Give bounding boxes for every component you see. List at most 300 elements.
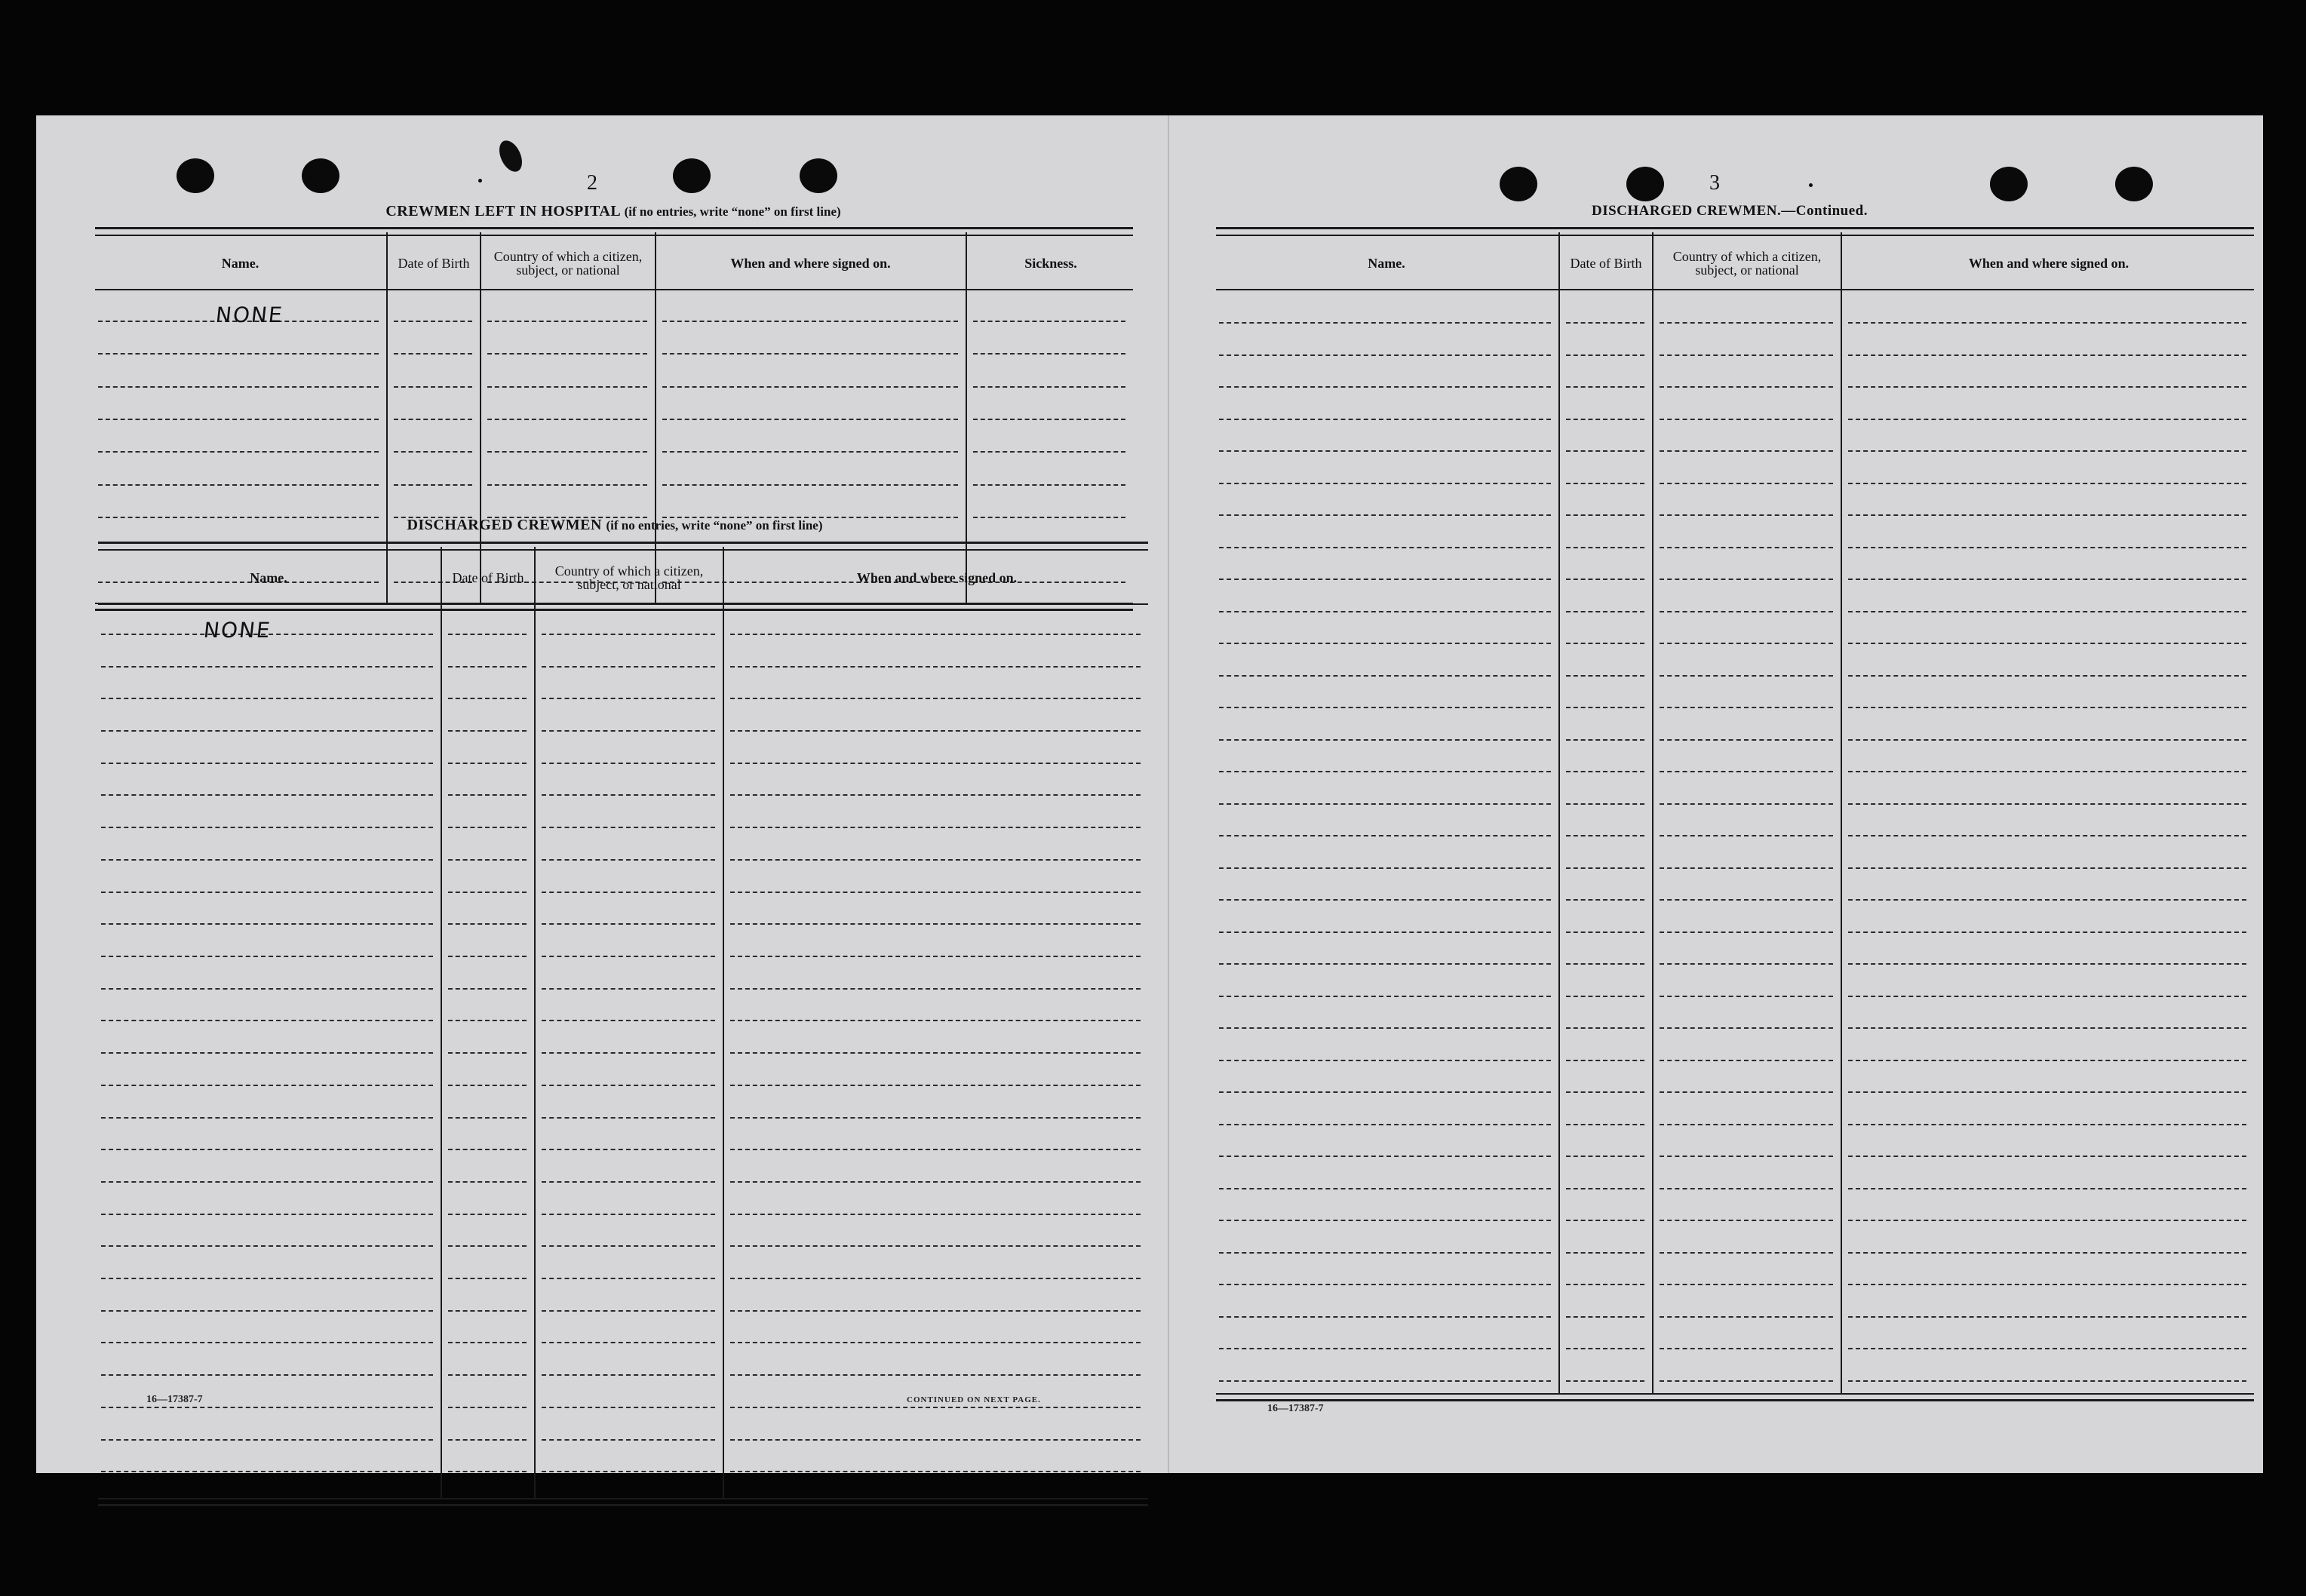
ruled-line <box>101 1374 433 1376</box>
ruled-line <box>487 419 647 420</box>
ruled-line <box>448 1374 527 1376</box>
ruled-line <box>542 1052 715 1054</box>
ruled-line <box>101 988 433 990</box>
ruled-line <box>101 1407 433 1408</box>
ruled-line <box>394 451 472 453</box>
column-rule <box>1841 232 1842 1393</box>
ruled-line <box>448 666 527 668</box>
ruled-line <box>1566 643 1644 644</box>
col-header-signed-on: When and where signed on. <box>730 256 891 271</box>
ruled-line <box>1219 1348 1551 1349</box>
ruled-line <box>448 923 527 925</box>
ruled-line <box>1660 1284 1833 1285</box>
ruled-line <box>1219 803 1551 805</box>
header-rule <box>95 289 1133 290</box>
ruled-line <box>542 1181 715 1183</box>
ruled-line <box>730 1117 1141 1119</box>
ruled-line <box>730 892 1141 893</box>
ruled-line <box>730 1052 1141 1054</box>
ruled-line <box>1848 354 2246 356</box>
ruled-line <box>1566 483 1644 484</box>
page-number: 3 <box>1709 171 1720 195</box>
column-rule <box>1558 232 1560 1393</box>
ruled-line <box>448 1439 527 1441</box>
ruled-line <box>1848 996 2246 997</box>
ruled-line <box>1660 1220 1833 1221</box>
ruled-line <box>101 1310 433 1312</box>
ruled-line <box>542 1310 715 1312</box>
ruled-line <box>1566 675 1644 677</box>
ruled-line <box>101 827 433 828</box>
ruled-line <box>448 763 527 764</box>
ruled-line <box>1219 1252 1551 1254</box>
ruled-line <box>1660 643 1833 644</box>
ruled-line <box>98 353 379 354</box>
ruled-line <box>448 794 527 796</box>
ruled-line <box>101 1278 433 1279</box>
ruled-line <box>1660 803 1833 805</box>
ruled-line <box>973 484 1125 486</box>
ruled-line <box>730 666 1141 668</box>
ruled-line <box>1219 1060 1551 1061</box>
col-header-signed-on: When and where signed on. <box>856 570 1018 585</box>
col-header-country: Country of which a citizen, subject, or national <box>493 249 643 278</box>
ruled-line <box>1566 1188 1644 1189</box>
ruled-line <box>1566 963 1644 965</box>
ruled-line <box>730 923 1141 925</box>
ruled-line <box>662 321 958 322</box>
discharged-continued-title: DISCHARGED CREWMEN.—Continued. <box>1591 203 1868 219</box>
ruled-line <box>542 1278 715 1279</box>
ruled-line <box>542 1149 715 1150</box>
ruled-line <box>542 730 715 732</box>
ruled-line <box>448 1181 527 1183</box>
ruled-line <box>101 1471 433 1472</box>
ruled-line <box>448 730 527 732</box>
ruled-line <box>730 1149 1141 1150</box>
ruled-line <box>487 353 647 354</box>
ruled-line <box>1219 675 1551 677</box>
ruled-line <box>1660 1060 1833 1061</box>
ruled-line <box>1219 996 1551 997</box>
ruled-line <box>730 827 1141 828</box>
ruled-line <box>1219 1316 1551 1318</box>
ruled-line <box>448 859 527 861</box>
col-header-date-of-birth: Date of Birth <box>1570 256 1642 271</box>
ruled-line <box>1848 1284 2246 1285</box>
column-rule <box>1652 232 1654 1393</box>
ruled-line <box>1660 1156 1833 1157</box>
ruled-line <box>394 353 472 354</box>
ruled-line <box>1219 514 1551 516</box>
ruled-line <box>448 892 527 893</box>
discharged-title-main: DISCHARGED CREWMEN <box>407 517 602 533</box>
ruled-line <box>1848 1380 2246 1382</box>
ruled-line <box>1219 386 1551 388</box>
ruled-line <box>1219 739 1551 741</box>
ruled-line <box>1660 419 1833 420</box>
ruled-line <box>1660 899 1833 901</box>
ruled-line <box>1660 771 1833 772</box>
ruled-line <box>101 1149 433 1150</box>
ruled-line <box>1566 579 1644 580</box>
form-number: 16—17387-7 <box>1267 1403 1324 1414</box>
ruled-line <box>1566 932 1644 933</box>
ruled-line <box>542 827 715 828</box>
ruled-line <box>448 634 527 635</box>
ruled-line <box>1566 771 1644 772</box>
col-header-name: Name. <box>250 570 287 585</box>
ruled-line <box>730 1278 1141 1279</box>
ruled-line <box>448 1052 527 1054</box>
col-header-country: Country of which a citizen, subject, or national <box>554 563 704 592</box>
ruled-line <box>1219 450 1551 452</box>
ruled-line <box>1848 1316 2246 1318</box>
ruled-line <box>98 386 379 388</box>
ruled-line <box>542 1471 715 1472</box>
ruled-line <box>1848 483 2246 484</box>
ruled-line <box>1566 1380 1644 1382</box>
ruled-line <box>101 763 433 764</box>
ruled-line <box>1660 707 1833 708</box>
ruled-line <box>394 321 472 322</box>
ruled-line <box>1660 1348 1833 1349</box>
ruled-line <box>542 956 715 957</box>
ruled-line <box>1219 611 1551 612</box>
ruled-line <box>448 1471 527 1472</box>
ruled-line <box>1848 450 2246 452</box>
punch-hole <box>800 158 837 193</box>
ruled-line <box>98 419 379 420</box>
ruled-line <box>1566 1316 1644 1318</box>
punch-hole <box>177 158 214 193</box>
ruled-line <box>542 1117 715 1119</box>
ruled-line <box>1848 1156 2246 1157</box>
ruled-line <box>101 730 433 732</box>
ruled-line <box>542 794 715 796</box>
ruled-line <box>1219 1156 1551 1157</box>
ruled-line <box>1566 354 1644 356</box>
ruled-line <box>973 386 1125 388</box>
ruled-line <box>101 1085 433 1086</box>
discharged-continued-table <box>1216 227 2254 1404</box>
ruled-line <box>1848 739 2246 741</box>
ruled-line <box>1848 1348 2246 1349</box>
ruled-line <box>1848 1091 2246 1093</box>
ink-speck <box>1809 183 1813 187</box>
ruled-line <box>1219 1027 1551 1029</box>
document-sheet <box>36 115 2263 1473</box>
ruled-line <box>730 1020 1141 1021</box>
col-header-name: Name. <box>1368 256 1405 271</box>
col-header-sickness: Sickness. <box>1024 256 1077 271</box>
ruled-line <box>730 1181 1141 1183</box>
ruled-line <box>101 923 433 925</box>
ruled-line <box>1848 1124 2246 1125</box>
ruled-line <box>101 1181 433 1183</box>
table-top-rule <box>95 227 1133 236</box>
ruled-line <box>662 451 958 453</box>
ink-speck <box>478 179 482 183</box>
ruled-line <box>101 892 433 893</box>
ruled-line <box>448 1245 527 1247</box>
ruled-line <box>1848 803 2246 805</box>
ruled-line <box>101 698 433 699</box>
column-rule <box>441 547 442 1498</box>
ruled-line <box>730 634 1141 635</box>
hospital-section-title <box>97 203 1130 220</box>
ruled-line <box>542 988 715 990</box>
ruled-line <box>1566 867 1644 869</box>
ruled-line <box>394 419 472 420</box>
ruled-line <box>1848 547 2246 548</box>
table-top-rule <box>98 542 1148 551</box>
ruled-line <box>1848 643 2246 644</box>
ruled-line <box>730 698 1141 699</box>
ruled-line <box>730 1374 1141 1376</box>
ruled-line <box>101 1052 433 1054</box>
ruled-line <box>1219 579 1551 580</box>
ruled-line <box>730 730 1141 732</box>
ruled-line <box>1848 579 2246 580</box>
ruled-line <box>542 859 715 861</box>
ruled-line <box>1848 1220 2246 1221</box>
ruled-line <box>542 1374 715 1376</box>
punch-hole <box>1990 167 2028 201</box>
ruled-line <box>1566 1027 1644 1029</box>
ruled-line <box>1219 899 1551 901</box>
ruled-line <box>487 484 647 486</box>
ruled-line <box>1219 1284 1551 1285</box>
ruled-line <box>1566 996 1644 997</box>
ruled-line <box>1219 771 1551 772</box>
ruled-line <box>1219 483 1551 484</box>
ruled-line <box>1848 771 2246 772</box>
hospital-title-main: CREWMEN LEFT IN HOSPITAL <box>385 203 621 219</box>
ruled-line <box>1660 611 1833 612</box>
punch-hole <box>1626 167 1664 201</box>
ruled-line <box>662 484 958 486</box>
ruled-line <box>1660 1091 1833 1093</box>
ruled-line <box>1566 1348 1644 1349</box>
ruled-line <box>448 1310 527 1312</box>
column-rule <box>723 547 724 1498</box>
col-header-date-of-birth: Date of Birth <box>398 256 470 271</box>
ruled-line <box>1219 932 1551 933</box>
ruled-line <box>1566 1124 1644 1125</box>
ruled-line <box>101 794 433 796</box>
ruled-line <box>1566 1252 1644 1254</box>
ruled-line <box>1219 835 1551 836</box>
ruled-line <box>973 419 1125 420</box>
ruled-line <box>730 1471 1141 1472</box>
ruled-line <box>448 1020 527 1021</box>
header-rule <box>1216 289 2254 290</box>
ruled-line <box>730 988 1141 990</box>
ruled-line <box>1848 419 2246 420</box>
ruled-line <box>1660 322 1833 324</box>
ruled-line <box>542 1214 715 1215</box>
ruled-line <box>1660 354 1833 356</box>
ruled-line <box>1848 963 2246 965</box>
table-bottom-rule <box>1216 1393 2254 1401</box>
ruled-line <box>1566 322 1644 324</box>
ruled-line <box>1848 899 2246 901</box>
ruled-line <box>542 1407 715 1408</box>
ruled-line <box>487 386 647 388</box>
ruled-line <box>730 1214 1141 1215</box>
ruled-line <box>973 353 1125 354</box>
ruled-line <box>662 419 958 420</box>
ruled-line <box>662 353 958 354</box>
ruled-line <box>1848 611 2246 612</box>
ruled-line <box>1848 514 2246 516</box>
ruled-line <box>1848 1188 2246 1189</box>
ruled-line <box>542 923 715 925</box>
form-number: 16—17387-7 <box>146 1394 203 1405</box>
ruled-line <box>662 386 958 388</box>
ruled-line <box>542 634 715 635</box>
ruled-line <box>1566 450 1644 452</box>
ruled-line <box>98 451 379 453</box>
ruled-line <box>1848 867 2246 869</box>
ruled-line <box>101 859 433 861</box>
ruled-line <box>1660 739 1833 741</box>
hospital-title-note: (if no entries, write “none” on first line) <box>624 204 841 219</box>
ruled-line <box>101 1439 433 1441</box>
ruled-line <box>1660 1188 1833 1189</box>
ruled-line <box>487 321 647 322</box>
discharged-table <box>98 542 1148 1545</box>
ruled-line <box>1219 643 1551 644</box>
ruled-line <box>1660 483 1833 484</box>
ruled-line <box>1566 547 1644 548</box>
col-header-signed-on: When and where signed on. <box>1968 256 2129 271</box>
ruled-line <box>542 892 715 893</box>
ruled-line <box>1660 963 1833 965</box>
ruled-line <box>1566 1220 1644 1221</box>
discharged-section-title <box>98 517 1132 534</box>
ruled-line <box>1566 514 1644 516</box>
ruled-line <box>1660 386 1833 388</box>
ruled-line <box>1219 1188 1551 1189</box>
ruled-line <box>542 1342 715 1343</box>
ruled-line <box>1848 1027 2246 1029</box>
ruled-line <box>1660 1380 1833 1382</box>
ruled-line <box>1219 354 1551 356</box>
ruled-line <box>1219 1124 1551 1125</box>
ruled-line <box>1566 739 1644 741</box>
ruled-line <box>1660 675 1833 677</box>
discharged-entry-none: NONE <box>202 618 273 643</box>
ruled-line <box>1660 547 1833 548</box>
hospital-entry-none: NONE <box>214 302 285 327</box>
ruled-line <box>1848 675 2246 677</box>
ruled-line <box>394 484 472 486</box>
ruled-line <box>448 1149 527 1150</box>
ruled-line <box>1660 450 1833 452</box>
ink-blot <box>495 137 527 176</box>
ruled-line <box>101 1214 433 1215</box>
ruled-line <box>1848 707 2246 708</box>
ruled-line <box>1566 1060 1644 1061</box>
col-header-country: Country of which a citizen, subject, or national <box>1672 249 1822 278</box>
ruled-line <box>448 1407 527 1408</box>
column-rule <box>534 547 536 1498</box>
ruled-line <box>1660 1027 1833 1029</box>
ruled-line <box>448 1214 527 1215</box>
ruled-line <box>1566 835 1644 836</box>
ruled-line <box>1660 835 1833 836</box>
ruled-line <box>1660 867 1833 869</box>
ruled-line <box>1660 1316 1833 1318</box>
punch-hole <box>2115 167 2153 201</box>
ruled-line <box>101 666 433 668</box>
header-rule <box>98 603 1148 605</box>
ruled-line <box>730 1085 1141 1086</box>
ruled-line <box>1566 707 1644 708</box>
ruled-line <box>101 1245 433 1247</box>
ruled-line <box>448 698 527 699</box>
ruled-line <box>1566 419 1644 420</box>
ruled-line <box>1219 867 1551 869</box>
ruled-line <box>1566 1091 1644 1093</box>
ruled-line <box>730 763 1141 764</box>
ruled-line <box>448 1342 527 1343</box>
ruled-line <box>542 1245 715 1247</box>
ruled-line <box>1566 611 1644 612</box>
ruled-line <box>1848 1252 2246 1254</box>
ruled-line <box>1660 1252 1833 1254</box>
ruled-line <box>1848 1060 2246 1061</box>
ruled-line <box>1848 835 2246 836</box>
page-number: 2 <box>587 171 597 195</box>
ruled-line <box>1219 322 1551 324</box>
ruled-line <box>730 1439 1141 1441</box>
ruled-line <box>101 1342 433 1343</box>
ruled-line <box>1566 1284 1644 1285</box>
col-header-name: Name. <box>221 256 259 271</box>
ruled-line <box>730 1245 1141 1247</box>
ruled-line <box>1660 514 1833 516</box>
ruled-line <box>448 1117 527 1119</box>
ruled-line <box>730 1310 1141 1312</box>
ruled-line <box>1660 1124 1833 1125</box>
ruled-line <box>730 1407 1141 1408</box>
ruled-line <box>973 451 1125 453</box>
ruled-line <box>1660 932 1833 933</box>
ruled-line <box>1660 996 1833 997</box>
ruled-line <box>542 1085 715 1086</box>
ruled-line <box>448 988 527 990</box>
discharged-title-note: (if no entries, write “none” on first line) <box>606 518 823 533</box>
ruled-line <box>1219 419 1551 420</box>
ruled-line <box>101 1117 433 1119</box>
ruled-line <box>1219 1220 1551 1221</box>
page-fold <box>1168 115 1169 1473</box>
table-bottom-rule <box>98 1498 1148 1506</box>
ruled-line <box>487 451 647 453</box>
ruled-line <box>1566 386 1644 388</box>
col-header-date-of-birth: Date of Birth <box>452 570 524 585</box>
ruled-line <box>542 1439 715 1441</box>
ruled-line <box>448 1278 527 1279</box>
ruled-line <box>730 859 1141 861</box>
ruled-line <box>730 956 1141 957</box>
ruled-line <box>1848 322 2246 324</box>
ruled-line <box>542 698 715 699</box>
ruled-line <box>1566 803 1644 805</box>
